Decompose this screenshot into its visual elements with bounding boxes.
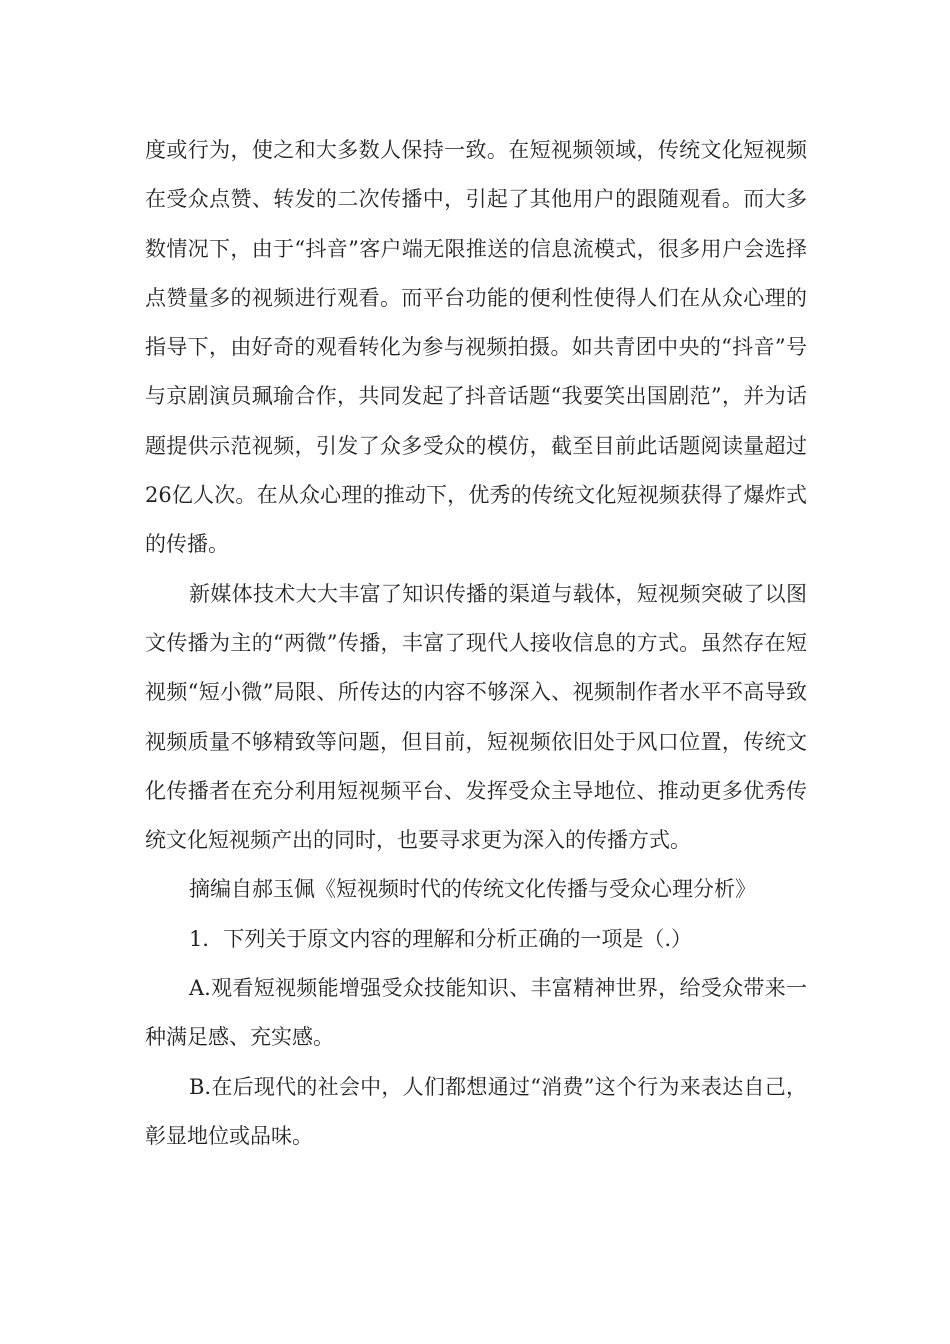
option-a: A.观看短视频能增强受众技能知识、丰富精神世界，给受众带来一种满足感、充实感。 (145, 976, 807, 1050)
document-body (145, 126, 807, 1161)
question-1: 1．下列关于原文内容的理解和分析正确的一项是（.） (189, 926, 693, 951)
paragraph-continuation: 度或行为，使之和大多数人保持一致。在短视频领域，传统文化短视频在受众点赞、转发的二次传播中，引起了其他用户的跟随观看。而大多数情况下，由于“抖音”客户端无限推送的信息流模式，很多用户会选择点赞量多的视频进行观看。而平台功能的便利性使得人们在从众心理的指导下，由好奇的观看转化为参与视频拍摄。如共青团中央的“抖音”号与京剧演员珮瑜合作，共同发起了抖音话题“我要笑出国剧范”，并为话题提供示范视频，引发了众多受众的模仿，截至目前此话题阅读量超过26亿人次。在从众心理的推动下，优秀的传统文化短视频获得了爆炸式的传播。 (145, 138, 807, 557)
option-b: B.在后现代的社会中，人们都想通过“消费”这个行为来表达自己，彰显地位或品味。 (145, 1074, 807, 1148)
source-citation: 摘编自郝玉佩《短视频时代的传统文化传播与受众心理分析》 (189, 877, 756, 902)
paragraph-new-media: 新媒体技术大大丰富了知识传播的渠道与载体，短视频突破了以图文传播为主的“两微”传播，丰富了现代人接收信息的方式。虽然存在短视频“短小微”局限、所传达的内容不够深入、视频制作者水平不高导致视频质量不够精致等问题，但目前，短视频依旧处于风口位置，传统文化传播者在充分利用短视频平台、发挥受众主导地位、推动更多优秀传统文化短视频产出的同时，也要寻求更为深入的传播方式。 (145, 581, 807, 853)
